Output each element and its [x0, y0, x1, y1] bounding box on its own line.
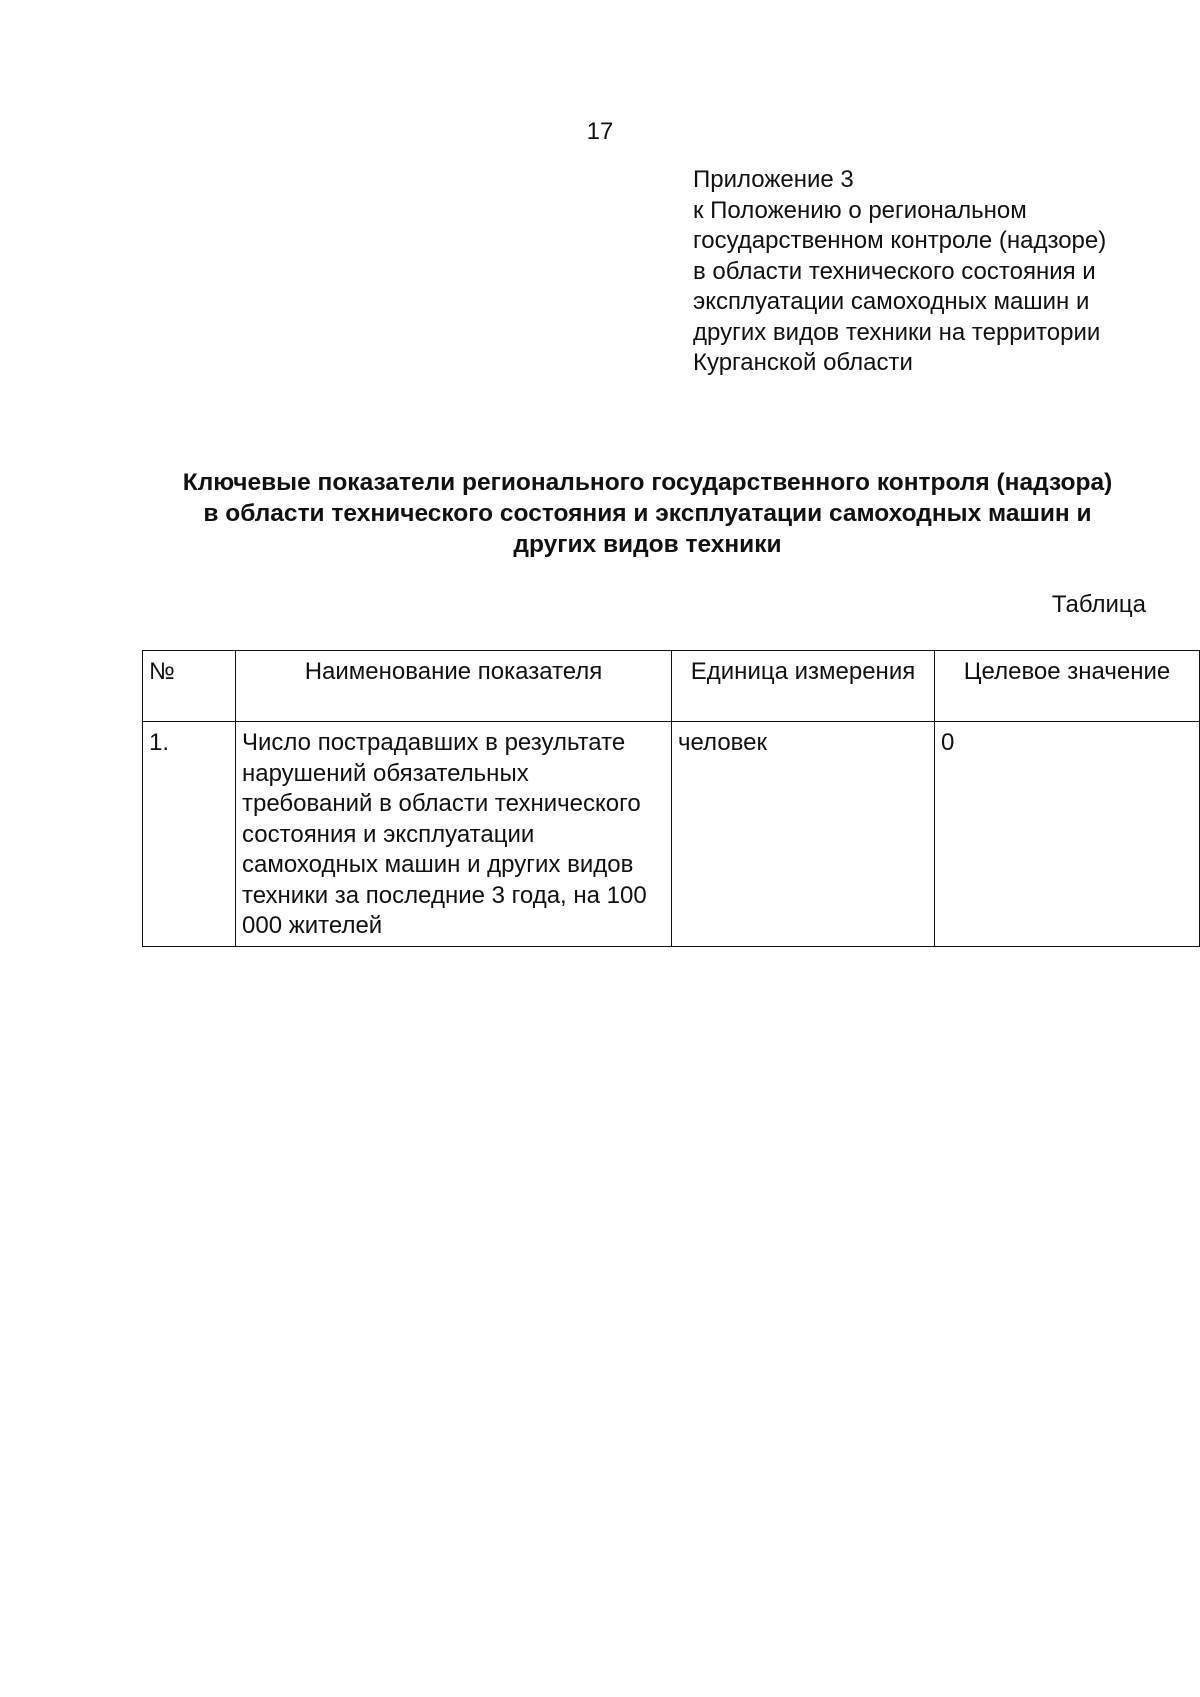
document-title: [120, 467, 1175, 560]
page-number: 17: [586, 118, 614, 145]
cell-target-value: 0: [935, 722, 1200, 947]
table-row: [143, 722, 1200, 947]
header-indicator-name: Наименование показателя: [236, 651, 672, 722]
appendix-line: Курганской области: [693, 349, 913, 376]
appendix-line: Приложение 3: [693, 166, 854, 193]
title-line: Ключевые показатели регионального государственного контроля (надзора): [182, 469, 1113, 496]
appendix-line: к Положению о региональном: [693, 196, 1027, 224]
indicators-table: [142, 650, 1200, 947]
title-line: в области технического состояния и эксплуатации самоходных машин и: [203, 500, 1092, 527]
header-target-value: Целевое значение: [935, 651, 1200, 722]
appendix-reference: [693, 165, 1163, 379]
cell-number: 1.: [143, 722, 236, 947]
header-number: №: [143, 651, 236, 722]
title-line: других видов техники: [513, 531, 782, 558]
appendix-line: в области технического состояния и: [693, 257, 1096, 285]
appendix-line: государственном контроле (надзоре): [693, 227, 1107, 254]
appendix-line: других видов техники на территории: [693, 318, 1101, 346]
cell-indicator-name: Число пострадавших в результате нарушений обязательных требований в области технического состояния и эксплуатации самоходных машин и других видов техники за последние 3 года, на 100 000 жителей: [236, 722, 672, 947]
table-header-row: [143, 651, 1200, 722]
header-unit: Единица измерения: [672, 651, 935, 722]
cell-unit: человек: [672, 722, 935, 947]
appendix-line: эксплуатации самоходных машин и: [693, 288, 1090, 315]
table-caption: Таблица: [1051, 591, 1146, 618]
